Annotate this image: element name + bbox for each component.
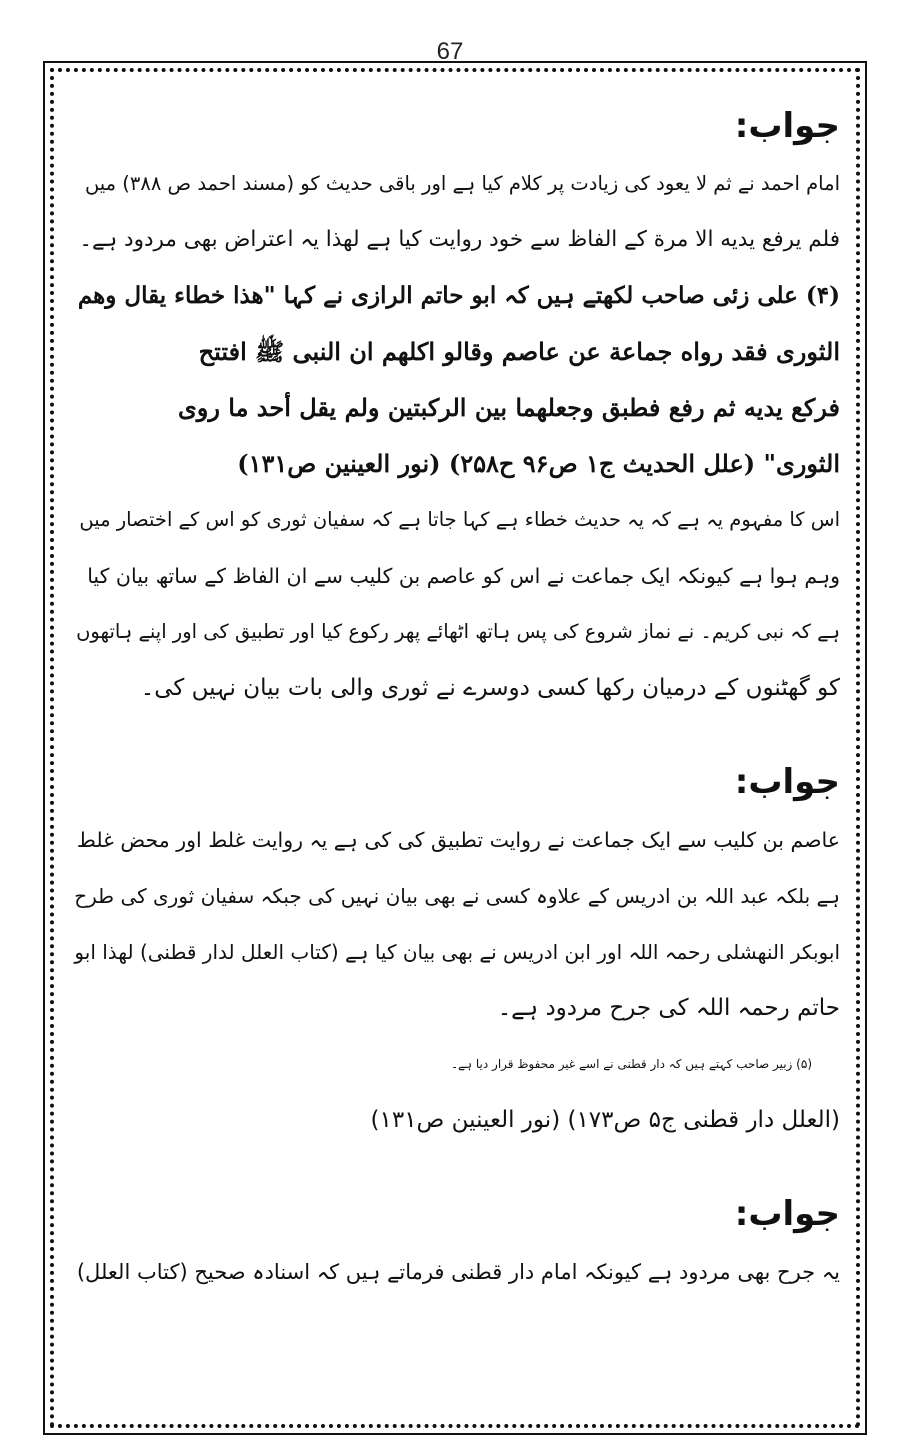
text-line: حاتم رحمہ اللہ کی جرح مردود ہے۔	[497, 995, 840, 1021]
page-content	[70, 100, 840, 1410]
spacer	[70, 716, 840, 756]
text-line: فلم یرفع یدیه الا مرة کے الفاظ سے خود روایت کیا ہے لھذا یہ اعتراض بھی مردود ہے۔	[79, 227, 840, 252]
text-line: فرکع یدیه ثم رفع فطبق وجعلهما بین الرکبتین ولم یقل أحد ما روی	[177, 393, 840, 422]
answer-heading-1: جواب:	[734, 106, 840, 146]
answer-heading-2: جواب:	[734, 762, 840, 802]
text-line: ابوبکر النھشلی رحمہ اللہ اور ابن ادریس نے بھی بیان کیا ہے (کتاب العلل لدار قطنی) لھذا ابو	[74, 940, 840, 964]
text-line: ہے کہ نبی کریم۔ نے نماز شروع کی پس ہاتھ اٹھائے پھر رکوع کیا اور تطبیق کی اور اپنے ہاتھوں	[76, 620, 840, 643]
text-line: ہے بلکہ عبد اللہ بن ادریس کے علاوہ کسی نے بھی بیان نہیں کی جبکہ سفیان ثوری کی طرح	[74, 884, 840, 908]
spacer	[70, 1148, 840, 1188]
answer-heading-3: جواب:	[734, 1194, 840, 1234]
text-line: (۵) زبیر صاحب کہتے ہیں کہ دار قطنی نے اسے غیر محفوظ قرار دیا ہے۔	[450, 1057, 812, 1071]
citation-line: الثوری" (علل الحدیث ج۱ ص۹۶ ح۲۵۸) (نور العینین ص۱۳۱)	[237, 449, 840, 478]
text-line: عاصم بن کلیب سے ایک جماعت نے روایت تطبیق کی کی ہے یہ روایت غلط اور محض غلط	[76, 828, 840, 852]
text-line: اس کا مفہوم یہ ہے کہ یہ حدیث خطاء ہے کہا جاتا ہے کہ سفیان ثوری کو اس کے اختصار میں	[79, 508, 840, 531]
text-line: الثوری فقد رواه جماعة عن عاصم وقالو اکلهم ان النبی ﷺ افتتح	[198, 337, 840, 366]
text-line: کو گھٹنوں کے درمیان رکھا کسی دوسرے نے ثوری والی بات بیان نہیں کی۔	[140, 675, 840, 701]
text-line: (۴) علی زئی صاحب لکھتے ہیں کہ ابو حاتم الرازی نے کہا "هذا خطاء یقال وهم	[77, 282, 840, 309]
text-line: امام احمد نے ثم لا یعود کی زیادت پر کلام کیا ہے اور باقی حدیث کو (مسند احمد ص ۳۸۸) میں	[84, 172, 840, 195]
text-line: وہم ہوا ہے کیونکہ ایک جماعت نے اس کو عاصم بن کلیب سے ان الفاظ کے ساتھ بیان کیا	[87, 564, 840, 588]
citation-line: (العلل دار قطنی ج۵ ص۱۷۳) (نور العینین ص۱۳۱)	[370, 1107, 840, 1133]
page-number: 67	[436, 38, 464, 65]
text-line: یہ جرح بھی مردود ہے کیونکہ امام دار قطنی فرماتے ہیں کہ اسنادہ صحیح (کتاب العلل)	[76, 1260, 840, 1284]
